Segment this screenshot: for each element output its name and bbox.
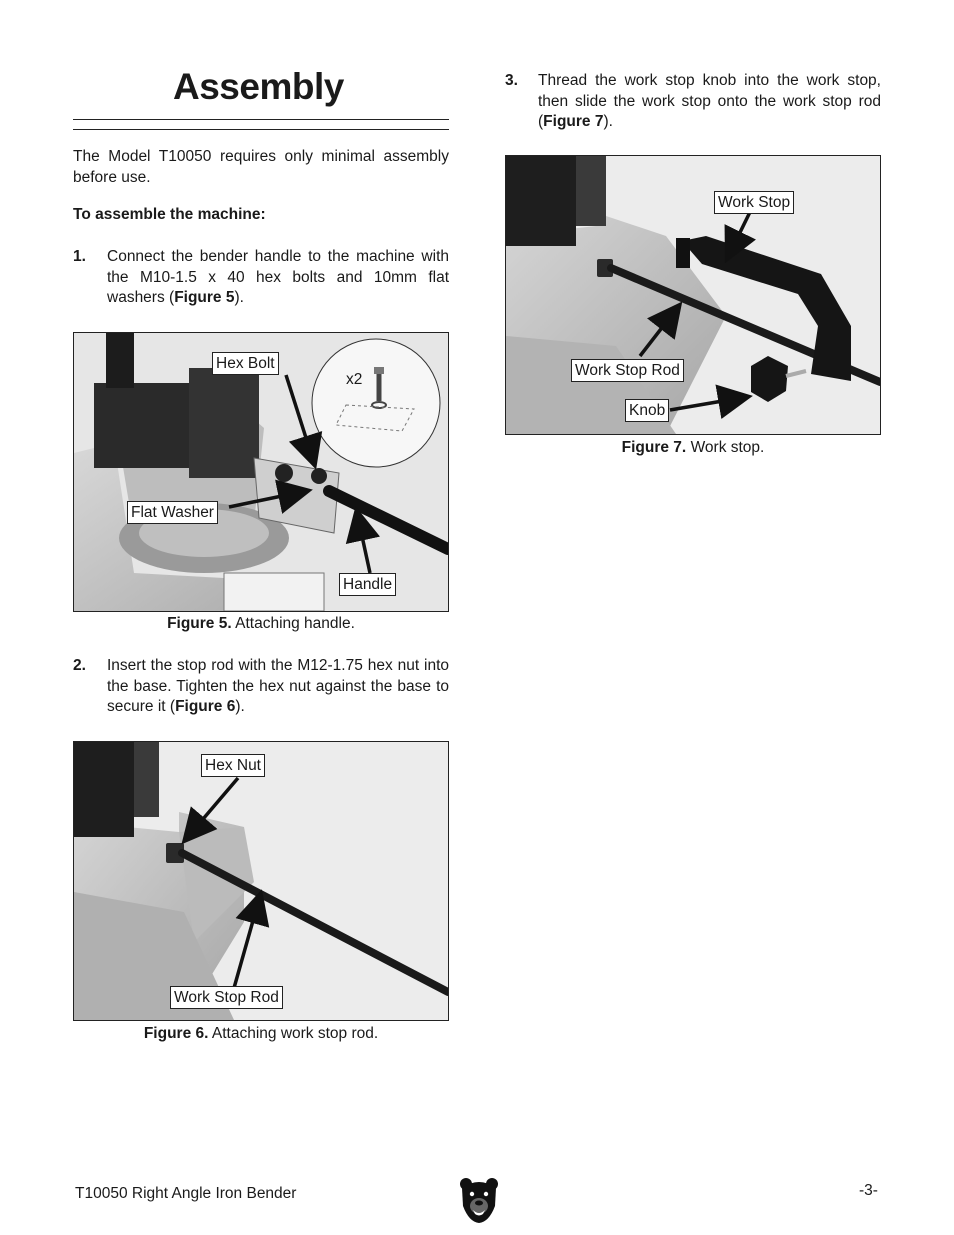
caption-text: Attaching handle. <box>235 615 355 632</box>
callout-work-stop: Work Stop <box>714 191 794 214</box>
caption-label: Figure 5. <box>167 615 232 632</box>
callout-hex-bolt: Hex Bolt <box>212 352 279 375</box>
footer-model-name: T10050 Right Angle Iron Bender <box>75 1185 297 1202</box>
caption-text: Work stop. <box>690 439 765 456</box>
step-number: 2. <box>73 657 86 674</box>
figure-5-caption <box>73 615 449 633</box>
page-title: Assembly <box>173 66 344 107</box>
step-number: 1. <box>73 248 86 265</box>
callout-flat-washer: Flat Washer <box>127 501 218 524</box>
figure-7-illustration <box>506 156 880 434</box>
step-2 <box>73 656 449 718</box>
figure-6-caption <box>73 1025 449 1043</box>
figure-7 <box>505 155 881 435</box>
callout-hex-nut: Hex Nut <box>201 754 265 777</box>
figure-reference: Figure 6 <box>175 698 236 715</box>
step-text: Thread the work stop knob into the work stop, then slide the work stop onto the work stop rod (Figure 7). <box>538 72 881 130</box>
caption-text: Attaching work stop rod. <box>211 1025 379 1042</box>
figure-5 <box>73 332 449 612</box>
figure-7-caption <box>505 439 881 457</box>
caption-label: Figure 7. <box>621 439 687 456</box>
figure-reference: Figure 5 <box>174 289 235 306</box>
caption-label: Figure 6. <box>143 1025 209 1042</box>
footer-page-number: -3- <box>859 1182 878 1199</box>
step-text: Insert the stop rod with the M12-1.75 hex nut into the base. Tighten the hex nut against the base to secure it (Figure 6). <box>107 657 449 715</box>
step-number: 3. <box>505 72 518 89</box>
inset-quantity: x2 <box>346 371 363 388</box>
callout-work-stop-rod: Work Stop Rod <box>170 986 283 1009</box>
step-3 <box>505 71 881 133</box>
title-rule-bottom <box>73 129 449 130</box>
step-1 <box>73 247 449 309</box>
figure-reference: Figure 7 <box>543 113 604 130</box>
title-rule-top <box>73 119 449 120</box>
figure-6-illustration <box>74 742 448 1020</box>
figure-6 <box>73 741 449 1021</box>
intro-paragraph: The Model T10050 requires only minimal assembly before use. <box>73 148 449 186</box>
callout-handle: Handle <box>339 573 396 596</box>
bear-head-icon <box>459 1176 499 1224</box>
callout-work-stop-rod: Work Stop Rod <box>571 359 684 382</box>
step-text: Connect the bender handle to the machine with the M10-1.5 x 40 hex bolts and 10mm flat washers (Figure 5). <box>107 248 449 306</box>
callout-knob: Knob <box>625 399 669 422</box>
subheading: To assemble the machine: <box>73 206 266 223</box>
